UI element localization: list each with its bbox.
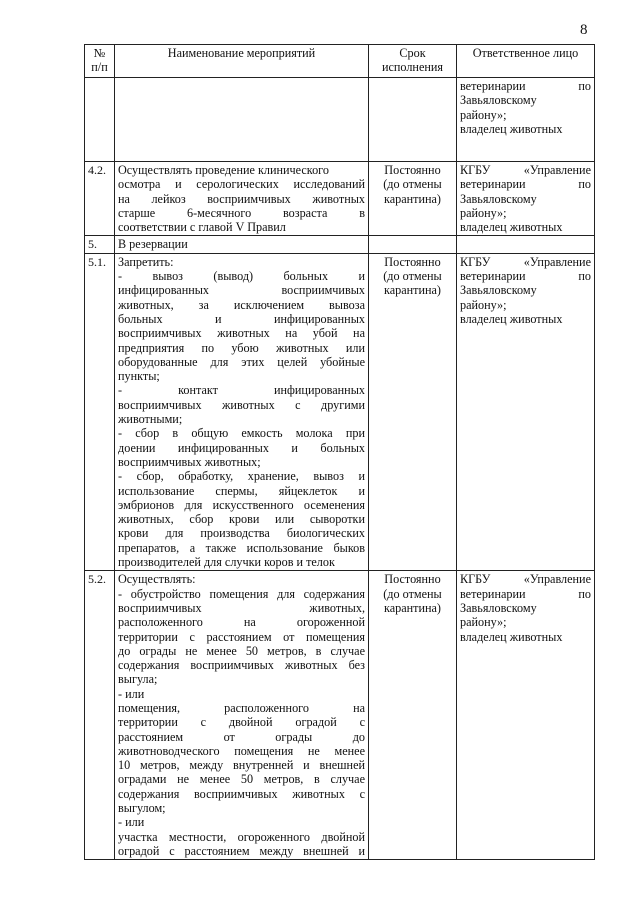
measure-text-line: животных, за исключением вывоза <box>118 297 365 312</box>
measure-text-line: Осуществлять проведение клинического <box>118 163 329 177</box>
measure-text <box>115 78 369 162</box>
measure-text-line: до ограды не менее 50 метров, в случае <box>118 643 365 658</box>
table-row <box>85 162 595 236</box>
responsible-party-line: владелец животных <box>460 311 563 326</box>
responsible-party-line: владелец животных <box>460 220 563 235</box>
responsible-party-line: Завьяловскому <box>460 600 537 615</box>
measure-text-line: помещения, расположенного на <box>118 700 365 715</box>
measure-text-line: соответствии с главой V Правил <box>118 220 286 235</box>
measure-text-line: оградами не менее 50 метров, в случае <box>118 772 365 787</box>
measures-table <box>84 44 595 860</box>
measure-text-line: выгула; <box>118 672 158 687</box>
responsible-party <box>457 253 595 571</box>
measure-text-line: животными; <box>118 412 183 427</box>
measure-text-line: животных, сбор крови или сыворотки <box>118 512 365 527</box>
table-row <box>85 253 595 571</box>
responsible-party <box>457 571 595 860</box>
measure-text-line: - обустройство помещения для содержания <box>118 586 365 601</box>
measure-text-line: В резервации <box>118 237 188 252</box>
measure-text-line: оборудованные для этих целей убойные <box>118 354 365 369</box>
responsible-party <box>457 162 595 236</box>
header-name: Наименование мероприятий <box>115 45 369 78</box>
responsible-party-line: ветеринарии по <box>460 586 591 601</box>
responsible-party-line: ветеринарии по <box>460 269 591 284</box>
deadline <box>369 571 457 860</box>
responsible-party-line: ветеринарии по <box>460 177 591 192</box>
responsible-party-line: Завьяловскому <box>460 93 537 108</box>
table-row <box>85 78 595 162</box>
measure-text-line: - сбор, обработку, хранение, вывоз и <box>118 469 365 484</box>
measure-text-line: эмбрионов для искусственного осеменения <box>118 497 365 512</box>
measure-text-line: - или <box>118 815 145 830</box>
measure-text-line: 10 метров, между внутренней и внешней <box>118 758 365 773</box>
deadline <box>369 236 457 253</box>
page-number: 8 <box>580 22 588 38</box>
responsible-party-line: КГБУ «Управление <box>460 254 591 269</box>
measure-text-line: восприимчивых животных; <box>118 454 261 469</box>
table-row <box>85 236 595 253</box>
measure-text <box>115 162 369 236</box>
responsible-party-line: КГБУ «Управление <box>460 163 591 177</box>
deadline-line: Постоянно <box>384 254 441 269</box>
deadline-line: карантина) <box>383 283 441 298</box>
responsible-party <box>457 236 595 253</box>
responsible-party-line: району»; <box>460 297 507 312</box>
responsible-party <box>457 78 595 162</box>
measure-text-line: крови для производства биологических <box>118 526 365 541</box>
row-number <box>85 78 115 162</box>
measure-text-line: доении инфицированных и больных <box>118 440 365 455</box>
measure-text-line: препаратов, а также использование быков <box>118 540 365 555</box>
measure-text <box>115 236 369 253</box>
table-row <box>85 571 595 860</box>
row-number: 5.1. <box>85 253 115 571</box>
measure-text-line: животноводческого помещения не менее <box>118 743 365 758</box>
measure-text-line: - контакт инфицированных <box>118 383 365 398</box>
measure-text-line: старше 6-месячного возраста в <box>118 205 365 220</box>
header-term: Срок исполнения <box>369 45 457 78</box>
deadline <box>369 78 457 162</box>
measure-text-line: больных и инфицированных <box>118 311 365 326</box>
deadline-line: (до отмены <box>383 586 442 601</box>
measure-text-line: выгулом; <box>118 801 166 816</box>
row-number: 5.2. <box>85 571 115 860</box>
measure-text-line: - сбор в общую емкость молока при <box>118 426 365 441</box>
measure-text-line: Запретить: <box>118 254 174 269</box>
measure-text-line: содержания восприимчивых животных без <box>118 658 365 673</box>
measure-text <box>115 571 369 860</box>
measure-text-line: расстоянием от ограды до <box>118 729 365 744</box>
deadline-line: карантина) <box>383 600 441 615</box>
measure-text-line: Осуществлять: <box>118 572 196 587</box>
responsible-party-line: району»; <box>460 205 507 220</box>
measure-text-line: восприимчивых животных на убой на <box>118 326 365 341</box>
deadline-line: карантина) <box>383 191 441 206</box>
responsible-party-line: ветеринарии по <box>460 79 591 93</box>
measure-text-line: осмотра и серологических исследований <box>118 177 365 192</box>
header-num: № п/п <box>85 45 115 78</box>
measure-text-line: расположенного на огороженной <box>118 615 365 630</box>
measure-text-line: на лейкоз восприимчивых животных <box>118 191 365 206</box>
deadline-line: Постоянно <box>384 572 441 587</box>
deadline-line: (до отмены <box>383 177 442 192</box>
responsible-party-line: Завьяловскому <box>460 191 537 206</box>
responsible-party-line: району»; <box>460 615 507 630</box>
measure-text-line: производителей для случки коров и телок <box>118 555 335 570</box>
measure-text-line: пункты; <box>118 369 160 384</box>
measure-text-line: инфицированных восприимчивых <box>118 283 365 298</box>
deadline-line: (до отмены <box>383 269 442 284</box>
measure-text-line: оградой с расстоянием между внешней и <box>118 843 365 858</box>
measure-text-line: использование спермы, яйцеклеток и <box>118 483 365 498</box>
row-number: 4.2. <box>85 162 115 236</box>
measure-text-line: предприятия по убою животных или <box>118 340 365 355</box>
table-header-row <box>85 45 595 78</box>
responsible-party-line: КГБУ «Управление <box>460 572 591 587</box>
deadline <box>369 162 457 236</box>
responsible-party-line: владелец животных <box>460 121 563 136</box>
responsible-party-line: Завьяловскому <box>460 283 537 298</box>
measure-text-line: - вывоз (вывод) больных и <box>118 269 365 284</box>
header-responsible: Ответственное лицо <box>457 45 595 78</box>
measure-text-line: восприимчивых животных, <box>118 600 365 615</box>
responsible-party-line: владелец животных <box>460 629 563 644</box>
measure-text-line: - или <box>118 686 145 701</box>
deadline-line: Постоянно <box>384 163 441 177</box>
measure-text-line: содержания восприимчивых животных с <box>118 786 365 801</box>
measure-text-line: территории с расстоянием от помещения <box>118 629 365 644</box>
measure-text-line: участка местности, огороженного двойной <box>118 829 365 844</box>
responsible-party-line: району»; <box>460 107 507 122</box>
row-number: 5. <box>85 236 115 253</box>
measure-text-line: восприимчивых животных с другими <box>118 397 365 412</box>
measure-text <box>115 253 369 571</box>
deadline <box>369 253 457 571</box>
measure-text-line: территории с двойной оградой с <box>118 715 365 730</box>
